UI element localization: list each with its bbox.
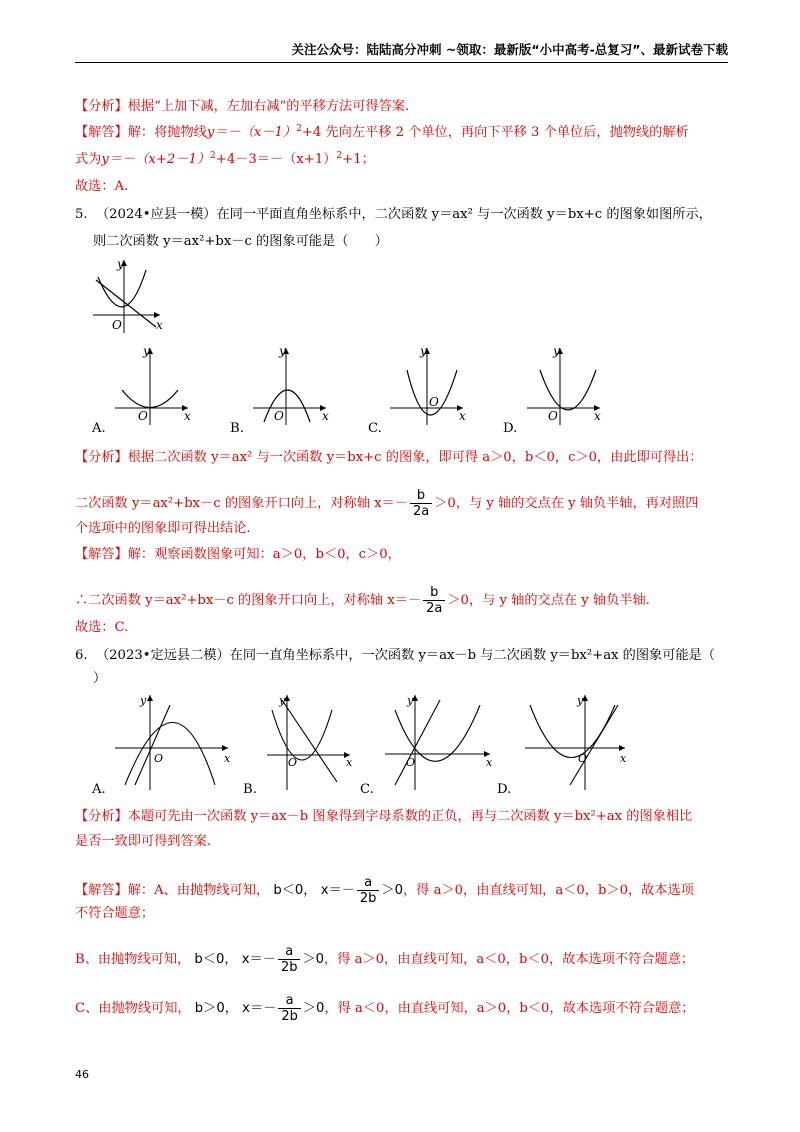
x-label: x <box>156 318 163 332</box>
svg-text:x: x <box>346 756 353 769</box>
condition: x＝－ <box>241 952 276 967</box>
question-text: （2024•应县一模）在同一平面直角坐标系中，二次函数 y＝ax² 与一次函数 y＝bx+c 的图象如图所示， <box>95 207 712 222</box>
svg-text:O: O <box>429 395 439 409</box>
q6-answer-a-line2: 不符合题意； <box>75 906 155 921</box>
analysis-text: 本题可先由一次函数 y＝ax－b 图象得到字母系数的正负，再与二次函数 y＝bx²+ax 的图象相比 <box>127 809 693 824</box>
origin-label: O <box>112 318 122 332</box>
analysis-text: 根据“上加下减，左加右减“的平移方法可得答案. <box>127 99 410 114</box>
q5-option-b-label[interactable]: B. <box>230 421 244 436</box>
condition: b＜0， <box>194 952 238 967</box>
fraction: $\frac{a}{2b}$ <box>278 944 301 975</box>
q6-option-d-label[interactable]: D. <box>497 782 512 797</box>
answer-text: +4 先向左平移 2 个单位，再向下平移 3 个单位后，抛物线的解析 <box>301 125 689 140</box>
q6-answer-a <box>75 875 694 906</box>
parabola <box>98 270 146 307</box>
answer-text: ，得 a＞0，由直线可知，a＜0，b＞0，故本选项 <box>403 883 694 898</box>
svg-text:x: x <box>184 409 191 423</box>
q5-analysis-line1 <box>75 449 703 467</box>
analysis-tag: 【分析】 <box>75 450 128 465</box>
answer-text: ，得 a＜0，由直线可知，a＞0，b＜0，故本选项不符合题意； <box>324 1001 695 1016</box>
q5-answer-line1 <box>75 546 401 564</box>
q6-analysis-line2: 是否一致即可得到答案. <box>75 834 212 849</box>
q5-answer-line2 <box>75 585 650 616</box>
svg-text:y: y <box>407 694 414 707</box>
svg-text:y: y <box>577 694 584 707</box>
svg-text:x: x <box>620 752 627 765</box>
svg-text:y: y <box>279 694 286 707</box>
answer-text: 式为 <box>75 152 102 167</box>
answer-tag: 【解答】 <box>75 125 128 140</box>
q6-option-a-label[interactable]: A. <box>92 782 106 797</box>
svg-text:y: y <box>420 344 427 358</box>
q5-given-graph <box>88 255 178 335</box>
answer-text: ，得 a＞0，由直线可知，a＜0，b＜0，故本选项不符合题意； <box>324 952 695 967</box>
answer-text: 解：观察函数图象可知：a＞0，b＜0，c＞0， <box>127 547 401 562</box>
q6-option-b-graph <box>262 690 362 790</box>
q4-analysis <box>75 98 409 116</box>
q6-answer-c <box>75 993 694 1024</box>
answer-text: B、由抛物线可知， <box>75 952 191 967</box>
q6-analysis-line1 <box>75 808 692 826</box>
question-text: （2023•定远县二模）在同一直角坐标系中，一次函数 y＝ax－b 与二次函数 y＝bx²+ax 的图象可能是（ <box>95 648 715 663</box>
condition: b＞0， <box>194 1001 238 1016</box>
svg-text:x: x <box>486 756 493 769</box>
svg-text:y: y <box>143 344 150 358</box>
q6-option-c-graph <box>380 690 495 790</box>
q5-option-a-graph <box>110 340 200 425</box>
analysis-text: ＞0，与 y 轴的交点在 y 轴负半轴，再对照四 <box>434 496 699 511</box>
answer-text: C、由抛物线可知， <box>75 1001 191 1016</box>
answer-text: ∴二次函数 y＝ax²+bx－c 的图象开口向上，对称轴 x＝－ <box>75 593 422 608</box>
q6-stem-line2: ） <box>93 671 107 686</box>
svg-text:x: x <box>594 409 601 423</box>
q5-analysis-line2 <box>75 488 698 519</box>
q5-option-c-graph <box>385 340 475 425</box>
condition: x＝－ <box>320 883 355 898</box>
svg-text:O: O <box>288 756 298 769</box>
fraction: $\frac{a}{2b}$ <box>357 875 380 906</box>
answer-tag: 【解答】 <box>75 547 128 562</box>
question-number: 6. <box>75 648 88 663</box>
q5-choice: 故选：C. <box>75 620 129 635</box>
fraction: $\frac{b}{2a}$ <box>423 585 445 616</box>
y-label: y <box>117 257 124 271</box>
q5-analysis-line3: 个选项中的图象即可得出结论. <box>75 521 251 536</box>
q5-option-a-label[interactable]: A. <box>92 421 106 436</box>
q5-option-c-label[interactable]: C. <box>368 421 382 436</box>
condition: ＞0 <box>381 883 403 898</box>
analysis-tag: 【分析】 <box>75 809 128 824</box>
svg-text:x: x <box>224 752 231 765</box>
q6-answer-b <box>75 944 694 975</box>
q6-option-d-graph <box>520 690 635 790</box>
q5-option-b-graph <box>248 340 338 425</box>
line <box>96 280 156 327</box>
answer-text: 解：将抛物线 <box>127 125 207 140</box>
svg-text:O: O <box>578 752 588 765</box>
svg-text:O: O <box>154 752 164 765</box>
svg-text:y: y <box>140 694 147 707</box>
condition: b＜0， <box>273 883 317 898</box>
page-number: 46 <box>75 1068 89 1081</box>
fraction: $\frac{b}{2a}$ <box>410 488 432 519</box>
q4-choice: 故选：A. <box>75 179 129 194</box>
svg-text:O: O <box>406 756 416 769</box>
svg-text:O: O <box>548 409 558 423</box>
q5-option-d-label[interactable]: D. <box>503 421 518 436</box>
analysis-text: 二次函数 y＝ax²+bx－c 的图象开口向上，对称轴 x＝－ <box>75 496 408 511</box>
svg-text:x: x <box>459 409 466 423</box>
q4-answer-line1: 【解答】解：将抛物线$y=-(x-1)^2+4$ 先向左平移 2 个单位，再向下平移 3 个单位后，抛物线的解析 <box>75 124 689 140</box>
condition: x＝－ <box>242 1001 277 1016</box>
formula: +4－3＝－（x+1） <box>215 152 337 167</box>
answer-text: 解：A、由抛物线可知， <box>127 883 270 898</box>
formula: y＝－（x+2－1） <box>101 152 211 167</box>
svg-text:y: y <box>553 344 560 358</box>
condition: ＞0 <box>302 1001 325 1016</box>
q5-stem-line2: 则二次函数 y＝ax²+bx－c 的图象可能是（ ） <box>93 234 388 249</box>
condition: ＞0 <box>302 952 325 967</box>
analysis-tag: 【分析】 <box>75 99 128 114</box>
formula: y＝－（x－1） <box>206 125 297 140</box>
q6-stem-line1 <box>75 647 715 665</box>
question-number: 5. <box>75 207 88 222</box>
analysis-text: 根据二次函数 y＝ax² 与一次函数 y＝bx+c 的图象，即可得 a＞0，b＜0，c＞0，由此即可得出： <box>127 450 703 465</box>
svg-text:O: O <box>138 409 148 423</box>
q5-option-d-graph <box>522 340 612 425</box>
q6-option-c-label[interactable]: C. <box>360 782 374 797</box>
fraction: $\frac{a}{2b}$ <box>278 993 301 1024</box>
svg-text:O: O <box>274 409 284 423</box>
answer-text: ＞0，与 y 轴的交点在 y 轴负半轴. <box>447 593 650 608</box>
answer-tag: 【解答】 <box>75 883 128 898</box>
svg-text:y: y <box>279 344 286 358</box>
q5-stem-line1 <box>75 206 712 224</box>
page-header: 关注公众号：陆陆高分冲刺 ~领取：最新版“小中高考-总复习”、最新试卷下载 <box>75 40 728 63</box>
q6-option-b-label[interactable]: B. <box>243 782 257 797</box>
svg-text:x: x <box>322 409 329 423</box>
q6-option-a-graph <box>110 690 235 790</box>
q4-answer-line2: 式为$y=-(x+2-1)^2+4-3=-(x+1)^2+1$； <box>75 151 375 167</box>
formula: +1； <box>342 152 375 167</box>
